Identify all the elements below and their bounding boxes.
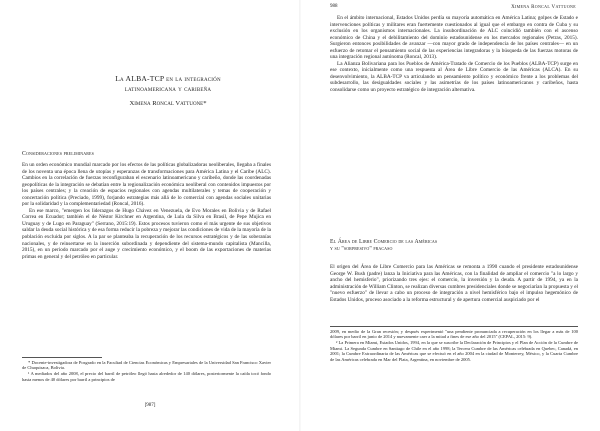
footnote-1-continued: 2009, en medio de la Gran recesión; y después experimentó "una pendiente pronunciada a recuperación en los llegar a más de 100 dólares por barril en junio de 2014 y nuevamente caer a la mitad a fines de ese año del 2015" (CEPAL, 2015: 9). xyxy=(330,329,578,340)
right-page xyxy=(300,0,600,431)
right-body-text xyxy=(330,15,578,94)
paragraph: El origen del Área de Libre Comercio para las Américas se remonta a 1990 cuando el presidente estadounidense George W. Bush (padre) lanza la Iniciativa para las Américas, con la finalidad de ampliar el comercio "a lo largo y ancho del hemisferio", priorizando tres ejes: el comercio, la inversión y la deuda. A partir de 1994, ya en la administración de William Clinton, se realizan diversas cumbres presidenciales donde se negociarían la propuesta y el "nuevo esfuerzo" de llevar a cabo un proceso de integración a nivel hemisférico bajo el impulso hegemónico de Estados Unidos, proceso asociado a la reforma estructural y de apertura comercial auspiciado por el xyxy=(330,264,578,303)
right-footnotes xyxy=(330,329,578,362)
footnote-rule xyxy=(22,357,102,358)
left-footnotes xyxy=(22,360,271,382)
footnote-author-affiliation: * Docente-investigadora de Posgrado en la Facultad de Ciencias Económicas y Empresariales de la Universidad San Francisco Xavier de Chuquisaca, Bolivia. xyxy=(22,360,271,371)
section-heading-line-1: El Área de Libre Comercio de las Américas xyxy=(330,239,438,245)
chapter-title xyxy=(68,74,268,94)
paragraph: En el ámbito internacional, Estados Unidos perdía su mayoría automática en América Latina; golpes de Estado e intervenciones políticas y militares eran fuertemente cuestionados al igual que el embargo en contra de Cuba y su exclusión en los organismos internacionales. La insubordinación de ALC coincidió también con el ascenso económico de China y el debilitamiento del dominio estadounidense en los mercados regionales (Petras, 2015). Surgieron entonces posibilidades de avanzar —con mayor grado de independencia de los países centrales— en un esfuerzo de retomar el pensamiento social de las experiencias integradoras y la búsqueda de las fuerzas motoras de una integración regional autónoma (Roncal, 2013). xyxy=(330,15,578,61)
page-number: 988 xyxy=(330,4,338,9)
chapter-title-line-2: latinoamericana y caribeña xyxy=(124,84,212,93)
alca-section-text xyxy=(330,264,578,303)
chapter-author: Ximena Roncal Vattuone* xyxy=(129,100,207,107)
chapter-title-line-1: La ALBA-TCP en la integración xyxy=(115,74,221,83)
section-heading-line-2: y su "sorpresivo" fracaso xyxy=(330,246,393,252)
paragraph: En ese marco, "emergen los liderazgos de Hugo Chávez en Venezuela, de Evo Morales en Bolivia y de Rafael Correa en Ecuador; también el de Néstor Kirchner en Argentina, de Lula da Silva en Brasil, de Pepe Mujica en Uruguay y de Lugo en Paraguay" (Serrano, 2015:19). Estos procesos tuvieron como el más urgente de sus objetivos saldar la deuda social histórica y de esa forma reducir la pobreza y mejorar las condiciones de vida de la mayoría de la población excluida por siglos. A la par se planteaba la recuperación de los recursos estratégicos y de las soberanías nacionales, y de reinsertarse en la inserción subordinada y dependiente del sistema-mundo capitalista (Mancilla, 2015), en un periodo marcado por el auge y crecimiento económico, y el boom de las exportaciones de materias primas en general y del petróleo en particular. xyxy=(22,207,271,260)
left-body-text xyxy=(22,162,271,260)
footnote-1: ¹ A mediados del año 2008, el precio del barril de petróleo llegó hasta alrededor de 140 dólares, posteriormente la caída tocó fondo hasta menos de 40 dólares por barril a principios de xyxy=(22,371,271,382)
page-folio: [987] xyxy=(144,403,156,408)
footnote-2: ² La Primera en Miami, Estados Unidos, 1994, en la que se suscribe la Declaración de Principios y el Plan de Acción de la Cumbre de Miami. La Segunda Cumbre en Santiago de Chile en el año 1998; la Tercera Cumbre de las Américas celebrada en Quebec, Canadá, en 2001; la Cumbre Extraordinaria de las Américas que se efectuó en el año 2004 en la ciudad de Monterrey, México, y la Cuarta Cumbre de las Américas celebrada en Mar del Plata, Argentina, en noviembre de 2005. xyxy=(330,340,578,362)
section-heading-preliminares: Consideraciones preliminares xyxy=(22,151,94,157)
footnote-rule xyxy=(330,326,578,327)
section-heading-alca xyxy=(330,239,437,253)
paragraph: La Alianza Bolivariana para los Pueblos de América-Tratado de Comercio de los Pueblos (ALBA-TCP) surge en ese contexto, inicialmente como una respuesta al Área de Libre Comercio de las Américas (ALCA). En su desenvolvimiento, la ALBA-TCP va articulando un pensamiento político y económico frente a los problemas del subdesarrollo, las desigualdades sociales y las asimetrías de los países latinoamericanos y caribeños, hasta consolidarse como un proyecto estratégico de integración alternativa. xyxy=(330,60,578,94)
paragraph: En un orden económico mundial marcado por los efectos de las políticas globalizadoras neoliberales, llegaba a finales de los noventa una época llena de utopías y esperanzas de transformaciones para América Latina y el Caribe (ALC). Cambios en la correlación de fuerzas reconfiguraban el escenario latinoamericano y caribeño, donde las coordenadas geopolíticas de la integración se debatían entre la regionalización económica neoliberal con contenidos impuestos por los países centrales; y la creación de espacios regionales con agendas multilaterales y temas de cooperación y concertación política (Preciado, 1999), forjando estrategias más allá de lo comercial con agendas sociales unitarias por la solidaridad y la complementariedad (Roncal, 2016). xyxy=(22,162,271,208)
running-header: Ximena Roncal Vattuone xyxy=(511,5,576,10)
